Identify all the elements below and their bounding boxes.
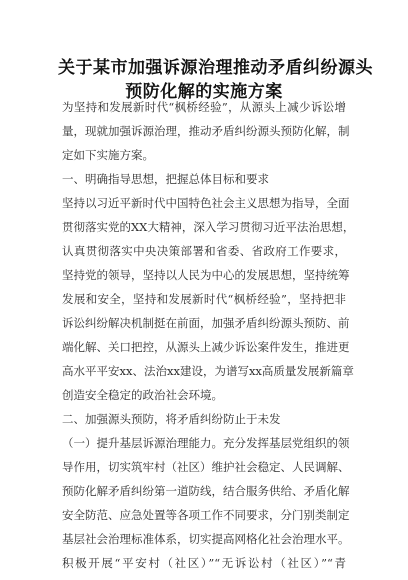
document-title-line-2: 预防化解的实施方案 [125,82,283,102]
section-1-line: 端化解、关口把控，从源头上减少诉讼案件发生，推进更 [62,340,350,354]
section-1-line: 创造安全稳定的政治社会环境。 [62,388,223,402]
section-2-line: 安全防范、应急处置等各项工作不同要求，分门别类制定 [62,508,350,522]
section-2-heading: 二、加强源头预防，将矛盾纠纷防止于未发 [62,412,281,426]
section-2-line: 预防化解矛盾纠纷第一道防线，结合服务供给、矛盾化解 [62,484,350,498]
section-1-line: 认真贯彻落实中央决策部署和省委、省政府工作要求， [62,244,346,258]
section-1-line: 贯彻落实党的XX大精神，深入学习贯彻习近平法治思想， [62,220,355,234]
section-2-line: （一）提升基层诉源治理能力。充分发挥基层党组织的领 [62,436,350,450]
section-2-line: 导作用，切实筑牢村（社区）维护社会稳定、人民调解、 [62,460,350,474]
section-2-line: 基层社会治理标准体系，切实提高网格化社会治理水平。 [62,532,350,546]
section-1-line: 坚持以习近平新时代中国特色社会主义思想为指导，全面 [62,196,350,210]
section-1-line: 坚持党的领导，坚持以人民为中心的发展思想，坚持统筹 [62,268,350,282]
section-1-line: 诉讼纠纷解决机制挺在前面，加强矛盾纠纷源头预防、前 [62,316,350,330]
section-1-line: 高水平平安xx、法治xx建设，为谱写xx高质量发展新篇章 [62,364,354,378]
intro-line: 定如下实施方案。 [62,148,154,162]
intro-line: 为坚持和发展新时代“枫桥经验”，从源头上减少诉讼增 [62,100,346,114]
document-title-line-1: 关于某市加强诉源治理推动矛盾纠纷源头 [58,58,373,78]
intro-line: 量，现就加强诉源治理，推动矛盾纠纷源头预防化解，制 [62,124,350,138]
section-1-heading: 一、明确指导思想，把握总体目标和要求 [62,172,269,186]
section-2-line: 积极开展“平安村（社区）”“无诉讼村（社区）”“青 [62,556,346,570]
section-1-line: 发展和安全，坚持和发展新时代“枫桥经验”，坚持把非 [62,292,346,306]
